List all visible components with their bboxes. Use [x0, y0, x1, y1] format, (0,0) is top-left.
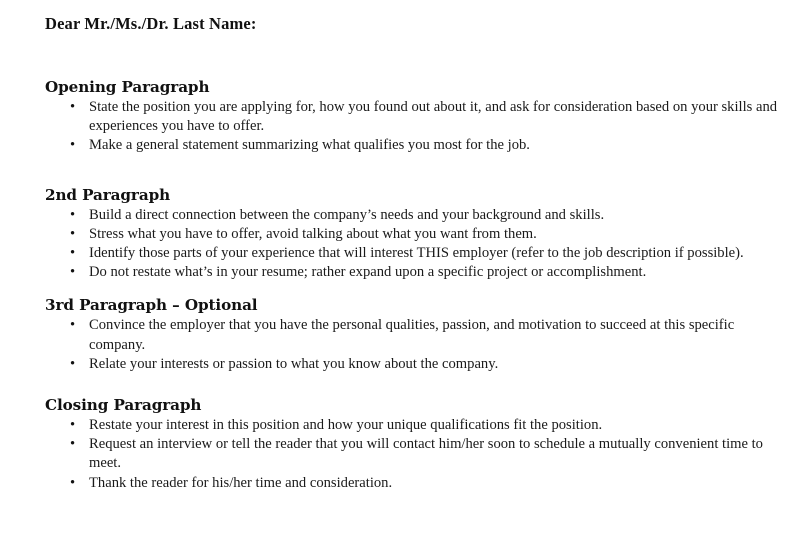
bullet-icon: •: [70, 317, 76, 334]
sections-container: [0, 78, 800, 493]
section-heading: 2nd Paragraph: [45, 185, 171, 204]
list-item-text: Build a direct connection between the company’s needs and your background and skills.: [89, 206, 605, 223]
bullet-list: [0, 206, 800, 283]
list-item: [0, 225, 800, 244]
list-item-text: State the position you are applying for, how you found out about it, and ask for consideration based on your skills and experiences you have to offer.: [89, 99, 778, 135]
section-spacer: [0, 156, 800, 186]
section-heading: Closing Paragraph: [45, 396, 202, 415]
section-opening-paragraph: [0, 78, 800, 156]
list-item: [0, 206, 800, 225]
bullet-icon: •: [70, 206, 76, 223]
section-heading: 3rd Paragraph – Optional: [45, 296, 258, 315]
salutation-line: Dear Mr./Ms./Dr. Last Name:: [45, 14, 257, 33]
list-item-text: Make a general statement summarizing what qualifies you most for the job.: [89, 137, 530, 154]
section-closing-paragraph: [0, 396, 800, 493]
section-heading: Opening Paragraph: [45, 78, 210, 96]
list-item-text: Identify those parts of your experience that will interest THIS employer (refer to the job description if possible).: [89, 245, 744, 262]
list-item-text: Request an interview or tell the reader that you will contact him/her soon to schedule a mutually convenient time to meet.: [89, 436, 763, 472]
list-item: [0, 316, 800, 354]
list-item: [0, 435, 800, 473]
list-item-text: Thank the reader for his/her time and consideration.: [89, 474, 393, 491]
list-item: [0, 263, 800, 282]
bullet-icon: •: [70, 99, 76, 115]
bullet-icon: •: [70, 417, 76, 434]
list-item-text: Convince the employer that you have the personal qualities, passion, and motivation to succeed at this specific company.: [89, 317, 735, 353]
bullet-list: [0, 98, 800, 156]
bullet-list: [0, 416, 800, 493]
bullet-icon: •: [70, 225, 76, 242]
list-item: [0, 136, 800, 155]
list-item: [0, 98, 800, 136]
section-spacer: [0, 374, 800, 396]
list-item: [0, 416, 800, 435]
list-item-text: Restate your interest in this position and how your unique qualifications fit the position.: [89, 417, 603, 434]
section-2nd-paragraph: [0, 186, 800, 283]
bullet-list: [0, 316, 800, 374]
list-item-text: Relate your interests or passion to what you know about the company.: [89, 355, 499, 372]
bullet-icon: •: [70, 245, 76, 262]
bullet-icon: •: [70, 137, 76, 154]
list-item-text: Stress what you have to offer, avoid talking about what you want from them.: [89, 225, 537, 242]
bullet-icon: •: [70, 264, 76, 281]
list-item-text: Do not restate what’s in your resume; rather expand upon a specific project or accomplishment.: [89, 264, 647, 281]
list-item: [0, 355, 800, 374]
bullet-icon: •: [70, 436, 76, 453]
bullet-icon: •: [70, 355, 76, 372]
list-item: [0, 244, 800, 263]
section-3rd-paragraph-optional: [0, 296, 800, 374]
section-spacer: [0, 282, 800, 296]
bullet-icon: •: [70, 474, 76, 491]
list-item: [0, 474, 800, 493]
